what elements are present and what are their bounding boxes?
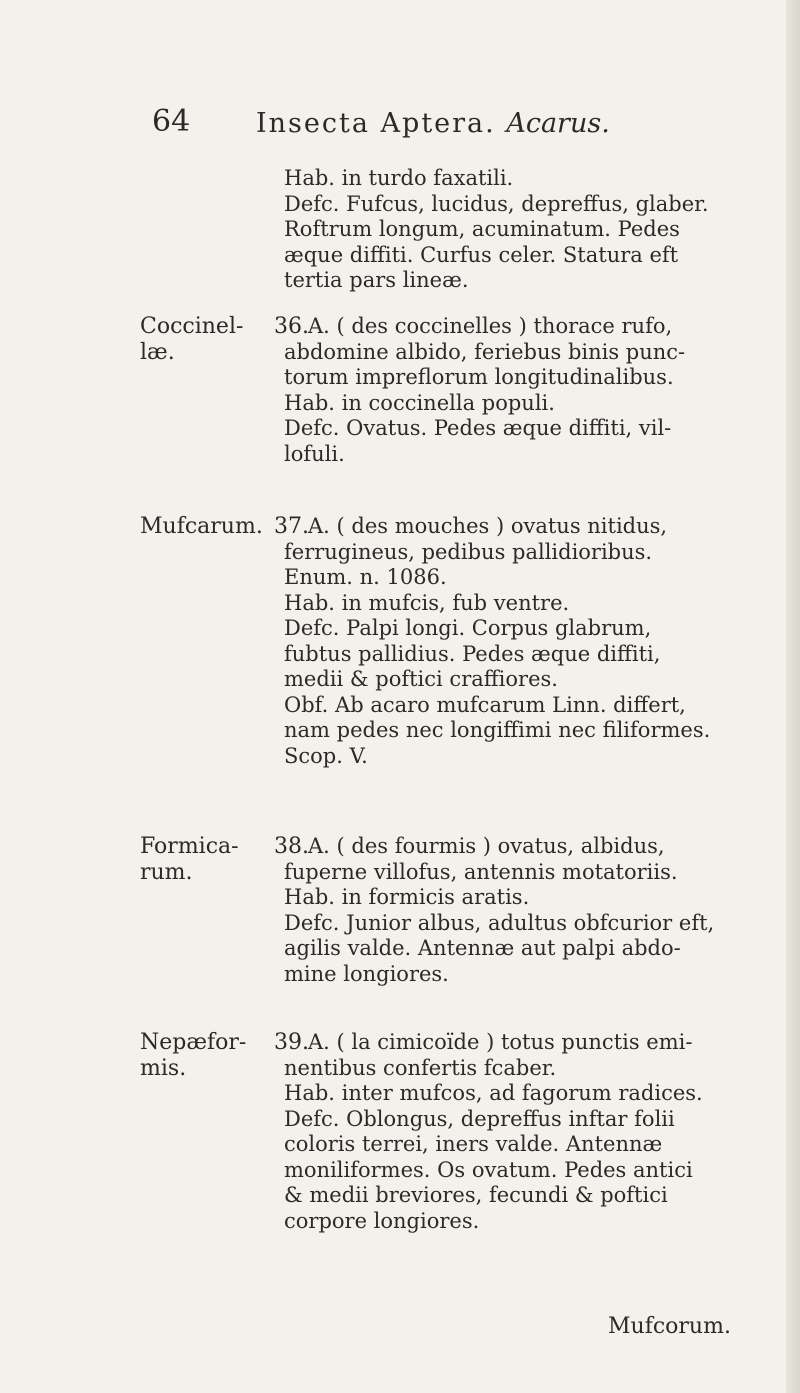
entry-number: 38. (274, 834, 309, 859)
entry-line: A. ( des fourmis ) ovatus, albidus, (308, 834, 665, 858)
entry-lines (284, 314, 784, 467)
side-label: Coccinel- læ. (140, 314, 244, 365)
entry-line: Hab. in formicis aratis. (284, 885, 530, 909)
entry-line: fubtus pallidius. Pedes æque diffiti, (284, 641, 661, 666)
entry-line: medii & poftici craffiores. (284, 667, 558, 691)
catchword: Mufcorum. (608, 1314, 731, 1339)
page-number: 64 (152, 104, 191, 139)
entry-line: nam pedes nec longiffimi nec filiformes. (284, 718, 711, 742)
entry-line: Defc. Palpi longi. Corpus glabrum, (284, 616, 652, 640)
side-label: Nepæfor- mis. (140, 1030, 247, 1081)
entry-line: torum impreflorum longitudinalibus. (284, 365, 674, 389)
side-label: Mufcarum. (140, 514, 263, 539)
entry-line: & medii breviores, fecundi & poftici (284, 1183, 668, 1207)
entry-line: Enum. n. 1086. (284, 565, 447, 589)
entry-line: nentibus confertis fcaber. (284, 1055, 557, 1080)
entry-line: ferrugineus, pedibus pallidioribus. (284, 539, 653, 564)
entry-line: Hab. inter mufcos, ad fagorum radices. (284, 1081, 703, 1105)
entry-line: Defc. Ovatus. Pedes æque diffiti, vil- (284, 416, 672, 440)
entry-line: Hab. in mufcis, fub ventre. (284, 590, 570, 615)
entry-line: Defc. Fufcus, lucidus, depreffus, glaber. (284, 191, 709, 216)
entry-line: æque diffiti. Curfus celer. Statura eft (284, 242, 679, 267)
entry-number: 36. (274, 314, 309, 339)
side-label: Formica- rum. (140, 834, 239, 885)
entry-line: A. ( la cimicoïde ) totus punctis emi- (308, 1030, 693, 1054)
entry-line: Roftrum longum, acuminatum. Pedes (284, 217, 680, 241)
entry-line: fuperne villofus, antennis motatoriis. (284, 859, 678, 884)
entry-line: Hab. in turdo faxatili. (284, 166, 514, 190)
entry-number: 39. (274, 1030, 309, 1055)
running-title (256, 108, 610, 139)
page-edge (786, 0, 800, 1393)
entry-line: A. ( des coccinelles ) thorace rufo, (308, 314, 673, 338)
running-title-text: Insecta Aptera. (256, 108, 496, 139)
page-header (152, 104, 712, 144)
entry-line: Scop. V. (284, 743, 368, 768)
entry-lines (284, 834, 784, 987)
entry-line: Defc. Junior albus, adultus obfcurior eft, (284, 910, 715, 935)
entry-line: coloris terrei, iners valde. Antennæ (284, 1132, 663, 1156)
entry-line: lofuli. (284, 441, 345, 466)
entry-lines (284, 514, 784, 769)
entry-line: Defc. Oblongus, depreffus inftar folii (284, 1106, 675, 1131)
entry-line: corpore longiores. (284, 1208, 480, 1233)
entry-line: moniliformes. Os ovatum. Pedes antici (284, 1157, 693, 1182)
running-genus: Acarus. (506, 108, 610, 139)
entry-line: agilis valde. Antennæ aut palpi abdo- (284, 936, 681, 960)
entry-line: tertia pars lineæ. (284, 268, 469, 292)
entry-line: abdomine albido, feriebus binis punc- (284, 339, 686, 364)
entry-line: A. ( des mouches ) ovatus nitidus, (308, 514, 668, 538)
entry-line: Hab. in coccinella populi. (284, 390, 555, 415)
entry-line: Obf. Ab acaro mufcarum Linn. differt, (284, 692, 686, 717)
entry-number: 37. (274, 514, 309, 539)
entry-lines (284, 1030, 784, 1234)
entry-line: mine longiores. (284, 961, 449, 986)
entry-lines (284, 166, 784, 294)
